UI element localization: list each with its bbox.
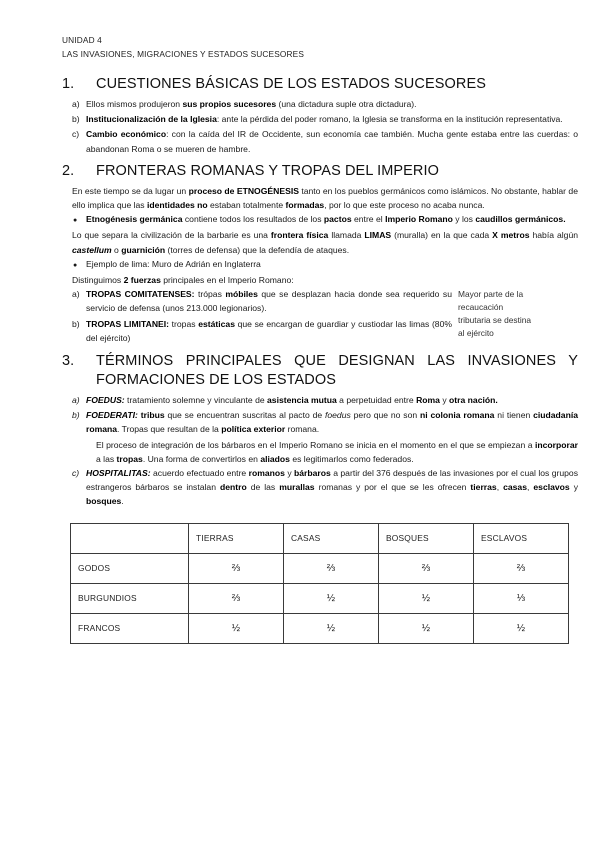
section-1-number: 1. xyxy=(62,76,75,92)
margin-note-line: Mayor parte de la xyxy=(458,289,524,300)
section-3-heading xyxy=(62,352,578,390)
table-row xyxy=(71,553,569,583)
list-item xyxy=(62,212,578,228)
list-text: FOEDUS: tratamiento solemne y vinculante de asistencia mutua a perpetuidad entre Roma y otra nación. xyxy=(86,395,498,406)
section-2 xyxy=(62,162,578,346)
table-row xyxy=(71,613,569,643)
table-cell: ⅓ xyxy=(474,583,569,613)
list-item xyxy=(62,257,578,273)
table-cell: ½ xyxy=(189,613,284,643)
bullet-icon: ● xyxy=(73,217,78,225)
table-row xyxy=(71,583,569,613)
section-3-title-line-1: TÉRMINOS PRINCIPALES QUE DESIGNAN LAS INVASIONES Y xyxy=(96,353,578,370)
list-marker: a) xyxy=(72,395,80,406)
section-2-paragraph-2: Lo que separa la civilización de la barbarie es una frontera física llamada LIMAS (muralla) en la que cada X metros había algún castellum o guarnición (torres de defensa) que la defendía de ataques. xyxy=(72,230,579,255)
section-2-title: FRONTERAS ROMANAS Y TROPAS DEL IMPERIO xyxy=(96,162,440,179)
table-row-label: FRANCOS xyxy=(71,613,189,643)
section-3-title-line-2: FORMACIONES DE LOS ESTADOS xyxy=(96,372,337,389)
table-col-header-casas: CASAS xyxy=(284,523,379,553)
section-2-bullets-2 xyxy=(62,257,578,273)
table-col-header-bosques: BOSQUES xyxy=(379,523,474,553)
unit-subtitle: LAS INVASIONES, MIGRACIONES Y ESTADOS SUCESORES xyxy=(62,48,305,59)
distribution-table-wrapper xyxy=(70,523,578,644)
list-item xyxy=(62,127,578,155)
section-1-title: CUESTIONES BÁSICAS DE LOS ESTADOS SUCESORES xyxy=(96,76,486,92)
section-2-heading xyxy=(62,162,578,181)
list-item xyxy=(62,317,452,345)
list-text: FOEDERATI: tribus que se encuentran suscritas al pacto de foedus pero que no son ni colonia romana ni tienen ciudadanía romana. Tropas que resultan de la política exterior romana. xyxy=(86,410,578,435)
table-cell: ½ xyxy=(379,613,474,643)
list-item xyxy=(62,466,578,509)
section-2-number: 2. xyxy=(62,162,75,179)
list-item xyxy=(62,97,578,111)
list-marker: a) xyxy=(72,99,80,109)
section-3-list xyxy=(62,393,578,437)
table-cell: ½ xyxy=(284,583,379,613)
document-header xyxy=(62,34,578,61)
section-2-bullets-1 xyxy=(62,212,578,228)
table-col-header-empty xyxy=(71,523,189,553)
section-1 xyxy=(62,75,578,156)
table-row-label: BURGUNDIOS xyxy=(71,583,189,613)
table-header-row xyxy=(71,523,569,553)
table-col-header-esclavos: ESCLAVOS xyxy=(474,523,569,553)
table-row-label: GODOS xyxy=(71,553,189,583)
table-cell: ⅔ xyxy=(189,583,284,613)
list-text: Institucionalización de la Iglesia: ante la pérdida del poder romano, la Iglesia se transforma en la institución representativa. xyxy=(86,114,563,125)
list-text: Ejemplo de lima: Muro de Adrián en Inglaterra xyxy=(86,258,261,269)
list-text: TROPAS COMITATENSES: trópas móbiles que se desplazan hacia donde sea requerido su servicio de defensa (unos 213.000 legionarios). xyxy=(86,289,452,314)
list-marker: b) xyxy=(72,318,80,329)
table-cell: ⅔ xyxy=(189,553,284,583)
table-cell: ½ xyxy=(284,613,379,643)
list-marker: c) xyxy=(72,129,80,140)
list-marker: b) xyxy=(72,410,80,421)
list-marker: b) xyxy=(72,114,80,125)
section-3-list-c xyxy=(62,466,578,509)
list-item xyxy=(62,408,578,436)
section-3-number: 3. xyxy=(62,353,75,370)
section-2-paragraph-1: En este tiempo se da lugar un proceso de ETNOGÉNESIS tanto en los pueblos germánicos como islámicos. No obstante, hablar de ello implica que las identidades no estaban totalmente formadas, por lo que este proceso no acaba nunca. xyxy=(72,185,578,211)
margin-note-line: al ejército xyxy=(458,328,494,339)
list-text: TROPAS LIMITANEI: tropas estáticas que se encargan de guardiar y custiodar las limas (80% del ejército) xyxy=(86,318,453,343)
table-cell: ½ xyxy=(379,583,474,613)
troops-block xyxy=(62,287,578,346)
table-cell: ⅔ xyxy=(379,553,474,583)
table-cell: ½ xyxy=(474,613,569,643)
table-cell: ⅔ xyxy=(474,553,569,583)
list-item xyxy=(62,393,578,407)
bullet-icon: ● xyxy=(73,261,78,269)
section-2-paragraph-3: Distinguimos 2 fuerzas principales en el Imperio Romano: xyxy=(72,275,294,286)
section-3-integration-paragraph: El proceso de integración de los bárbaros en el Imperio Romano se inicia en el momento en el que se empiezan a incorporar a las tropas. Una forma de convertirlos en aliados es legitimarlos como federados. xyxy=(96,439,578,464)
list-text: HOSPITALITAS: acuerdo efectuado entre romanos y bárbaros a partir del 376 después de las invasiones por el cual los grupos estrangeros bárbaros se instalan dentro de las murallas romanas y por el que se les ofrecen tierras, casas, esclavos y bosques. xyxy=(86,468,579,507)
troops-list xyxy=(62,287,452,345)
table-col-header-tierras: TIERRAS xyxy=(189,523,284,553)
list-marker: c) xyxy=(72,468,80,479)
list-item xyxy=(62,287,452,315)
margin-note-line: recaucación xyxy=(458,302,504,313)
margin-note-line: tributaria se destina xyxy=(458,315,532,326)
troops-list-container xyxy=(62,287,452,346)
unit-label: UNIDAD 4 xyxy=(62,35,102,45)
section-1-list xyxy=(62,97,578,156)
margin-note xyxy=(458,287,578,340)
list-marker: a) xyxy=(72,289,80,300)
list-text: Ellos mismos produjeron sus propios sucesores (una dictadura suple otra dictadura). xyxy=(86,99,417,109)
list-item xyxy=(62,112,578,126)
list-text: Etnogénesis germánica contiene todos los resultados de los pactos entre el Imperio Romano y los caudillos germánicos. xyxy=(86,214,566,225)
list-text: Cambio económico: con la caída del IR de Occidente, sun economía cae también. Mucha gente estaba entre las cuerdas: o abandonan Roma o se mueren de hambre. xyxy=(86,129,579,154)
section-1-heading xyxy=(62,75,578,94)
section-3 xyxy=(62,352,578,509)
section-3-title xyxy=(96,352,578,390)
table-cell: ⅔ xyxy=(284,553,379,583)
distribution-table xyxy=(70,523,569,644)
